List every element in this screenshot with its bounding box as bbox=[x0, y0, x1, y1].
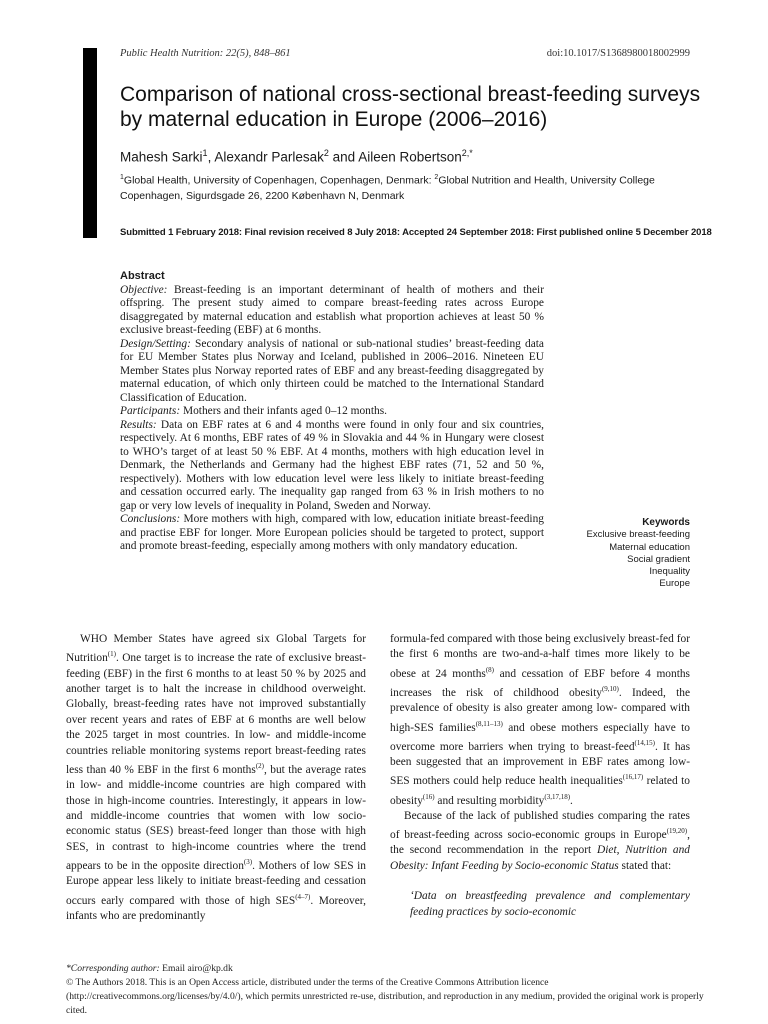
abstract-section bbox=[120, 419, 544, 514]
abstract-section-text: Data on EBF rates at 6 and 4 months were found in only four and six countries, respectively. At 6 months, EBF rates of 49 % in Slovakia and 44 % in Hungary were closest to WHO’s target of at least 50 % EBF. At 4 months, mothers with high education level in Denmark, the Netherlands and Germany had the highest EBF rates (71, 52 and 50 %, respectively). Mothers with low education level were less likely to initiate breast-feeding and cessation occurred early. The inequality gap ranged from 63 % in Irish mothers to no gap or very low levels of inequality in Poland, Sweden and Norway. bbox=[120, 418, 544, 512]
author-affil-marker: 2,* bbox=[461, 148, 473, 158]
abstract-section bbox=[120, 405, 544, 419]
citation-ref: (16) bbox=[422, 792, 435, 801]
submission-history: Submitted 1 February 2018: Final revision received 8 July 2018: Accepted 24 September 2018: First published online 5 December 2018 bbox=[120, 227, 712, 238]
text-run: , the second recommendation in the report bbox=[390, 829, 690, 857]
license-text: © The Authors 2018. This is an Open Access article, distributed under the terms of the Creative Commons Attribution licence (http://creativecommons.org/licenses/by/4.0/), which permits unrestricted re-use, distribution, and reproduction in any medium, provided the original work is properly cited. bbox=[66, 977, 704, 1016]
article-title: Comparison of national cross-sectional breast-feeding surveys by maternal education in Europe (2006–2016) bbox=[120, 83, 701, 131]
citation-ref: (14,15) bbox=[634, 738, 655, 747]
text-run: , but the average rates in low- and middle-income countries are high compared with those in high-income countries. Interestingly, it appears in low- and middle-income countries that women with low socio-economic status (SES) breast-feed longer than those with high SES, in contrast to high-income countries where the trend appears to be in the opposite direction bbox=[66, 763, 366, 873]
corresponding-email[interactable]: Email airo@kp.dk bbox=[159, 963, 233, 974]
abstract-section-label: Conclusions: bbox=[120, 513, 181, 525]
keyword-item: Europe bbox=[659, 578, 690, 590]
citation-ref: (9,10) bbox=[601, 685, 619, 694]
citation-ref: (8) bbox=[485, 665, 495, 674]
doi-link[interactable]: doi:10.1017/S1368980018002999 bbox=[546, 48, 690, 59]
abstract-section-text: More mothers with high, compared with low, education initiate breast-feeding and practise EBF for longer. More European policies should be targeted to protect, support and promote breast-feeding, especially among mothers with only mandatory education. bbox=[120, 513, 544, 552]
abstract-section-text: Secondary analysis of national or sub-national studies’ breast-feeding data for EU Member States plus Norway and Iceland, published in 2006–2016. Nineteen EU Member States plus Norway reported rates of EBF and any breast-feeding disaggregated by maternal education, of which only thirteen could be matched to the International Standard Classification of Education. bbox=[120, 337, 544, 404]
text-run: related to obesity bbox=[390, 775, 690, 807]
text-run: stated that: bbox=[618, 859, 672, 872]
author-affil-marker: 2 bbox=[323, 148, 329, 158]
affiliations bbox=[120, 170, 700, 204]
citation-ref: (16,17) bbox=[622, 773, 644, 782]
author-affil-marker: 1 bbox=[202, 148, 208, 158]
author-separator: and bbox=[328, 149, 359, 165]
citation-ref: (3) bbox=[243, 858, 253, 867]
author-list bbox=[120, 148, 473, 165]
author-name: Mahesh Sarki bbox=[120, 149, 203, 165]
abstract-section-text: Mothers and their infants aged 0–12 months. bbox=[180, 405, 388, 417]
author-name: Aileen Robertson bbox=[358, 149, 462, 165]
keyword-item: Maternal education bbox=[609, 541, 690, 553]
keywords-heading: Keywords bbox=[642, 517, 690, 528]
affiliation-text: Global Health, University of Copenhagen, Copenhagen, Denmark: bbox=[123, 174, 435, 187]
text-run: . It has been suggested that an improvement in EBF rates among low-SES mothers could help reduce health inequalities bbox=[390, 740, 690, 788]
text-run: and resulting morbidity bbox=[434, 794, 545, 807]
body-paragraph bbox=[390, 809, 690, 874]
journal-side-bar bbox=[83, 48, 97, 238]
keyword-item: Social gradient bbox=[627, 553, 690, 565]
body-column-left bbox=[66, 632, 366, 925]
corresponding-label: *Corresponding author: bbox=[66, 963, 160, 974]
body-paragraph bbox=[66, 632, 366, 925]
affiliation-text: Global Nutrition and Health, University College Copenhagen, Sigurdsgade 26, 2200 København N, Denmark bbox=[120, 174, 655, 202]
keywords bbox=[587, 517, 691, 591]
author-separator: , bbox=[207, 149, 215, 165]
citation-ref: (3,17,18) bbox=[544, 792, 571, 801]
abstract-section bbox=[120, 338, 544, 406]
abstract-section bbox=[120, 284, 544, 338]
text-run: . Moreover, infants who are predominantly bbox=[66, 894, 366, 923]
keyword-item: Exclusive breast-feeding bbox=[586, 529, 690, 541]
text-run: and cessation of EBF before 4 months increases the risk of childhood obesity bbox=[390, 667, 690, 699]
abstract-heading: Abstract bbox=[120, 270, 165, 282]
text-run: formula-fed compared with those being exclusively breast-fed for the first 6 months are two-and-a-half times more likely to be obese at 24 months bbox=[390, 633, 690, 680]
abstract bbox=[120, 270, 544, 554]
citation-ref: (19,20) bbox=[666, 827, 688, 836]
citation-ref: (2) bbox=[255, 762, 264, 771]
text-run: . Indeed, the prevalence of obesity is also greater among low- compared with high-SES families bbox=[390, 686, 690, 734]
author-name: Alexandr Parlesak bbox=[214, 149, 324, 165]
abstract-section-label: Participants: bbox=[120, 405, 181, 417]
body-column-right bbox=[390, 632, 690, 920]
journal-citation: Public Health Nutrition: 22(5), 848–861 bbox=[120, 48, 291, 59]
affiliation-marker: 2 bbox=[434, 174, 439, 181]
affiliation-marker: 1 bbox=[120, 174, 124, 181]
text-run: WHO Member States have agreed six Global Targets for Nutrition bbox=[66, 633, 366, 665]
text-run: . One target is to increase the rate of exclusive breast-feeding (EBF) in the first 6 months to at least 50 % by 2025 and another target is to halt the increase in childhood overweight. Globally, breast-feeding rates have not improved substantially over recent years and rates of EBF at 6 months are well below the 2025 target in most countries. In low- and middle-income countries reliable monitoring systems report breast-feeding rates less than 40 % EBF in the first 6 months bbox=[66, 652, 366, 776]
body-paragraph bbox=[390, 632, 690, 809]
citation-ref: (4–7) bbox=[295, 892, 311, 901]
corresponding-author bbox=[66, 962, 706, 976]
footnote bbox=[66, 962, 706, 1018]
block-quote: ‘Data on breastfeeding prevalence and complementary feeding practices by socio-economic bbox=[410, 890, 690, 918]
abstract-section-label: Results: bbox=[120, 418, 157, 431]
abstract-section-text: Breast-feeding is an important determinant of health of mothers and their offspring. The present study aimed to compare breast-feeding rates across Europe disaggregated by maternal education and establish what proportion achieves at least 50 % exclusive breast-feeding (EBF) at 6 months. bbox=[120, 283, 544, 336]
citation-ref: (8,11–13) bbox=[475, 719, 503, 728]
text-run: Because of the lack of published studies comparing the rates of breast-feeding across socio-economic groups in Europe bbox=[390, 809, 690, 842]
text-run: and obese mothers especially have to overcome more barriers when trying to breast-feed bbox=[390, 721, 690, 753]
italic-text: Diet, Nutrition and Obesity: Infant Feeding by Socio-economic Status bbox=[390, 844, 691, 872]
keyword-item: Inequality bbox=[649, 566, 690, 578]
abstract-section-label: Objective: bbox=[120, 283, 168, 296]
text-run: . bbox=[570, 794, 573, 807]
abstract-section bbox=[120, 513, 544, 554]
text-run: . Mothers of low SES in Europe appear less likely to initiate breast-feeding and cessation occurs early compared with those of high SES bbox=[66, 860, 366, 907]
abstract-section-label: Design/Setting: bbox=[120, 337, 191, 350]
citation-ref: (1) bbox=[107, 650, 116, 659]
